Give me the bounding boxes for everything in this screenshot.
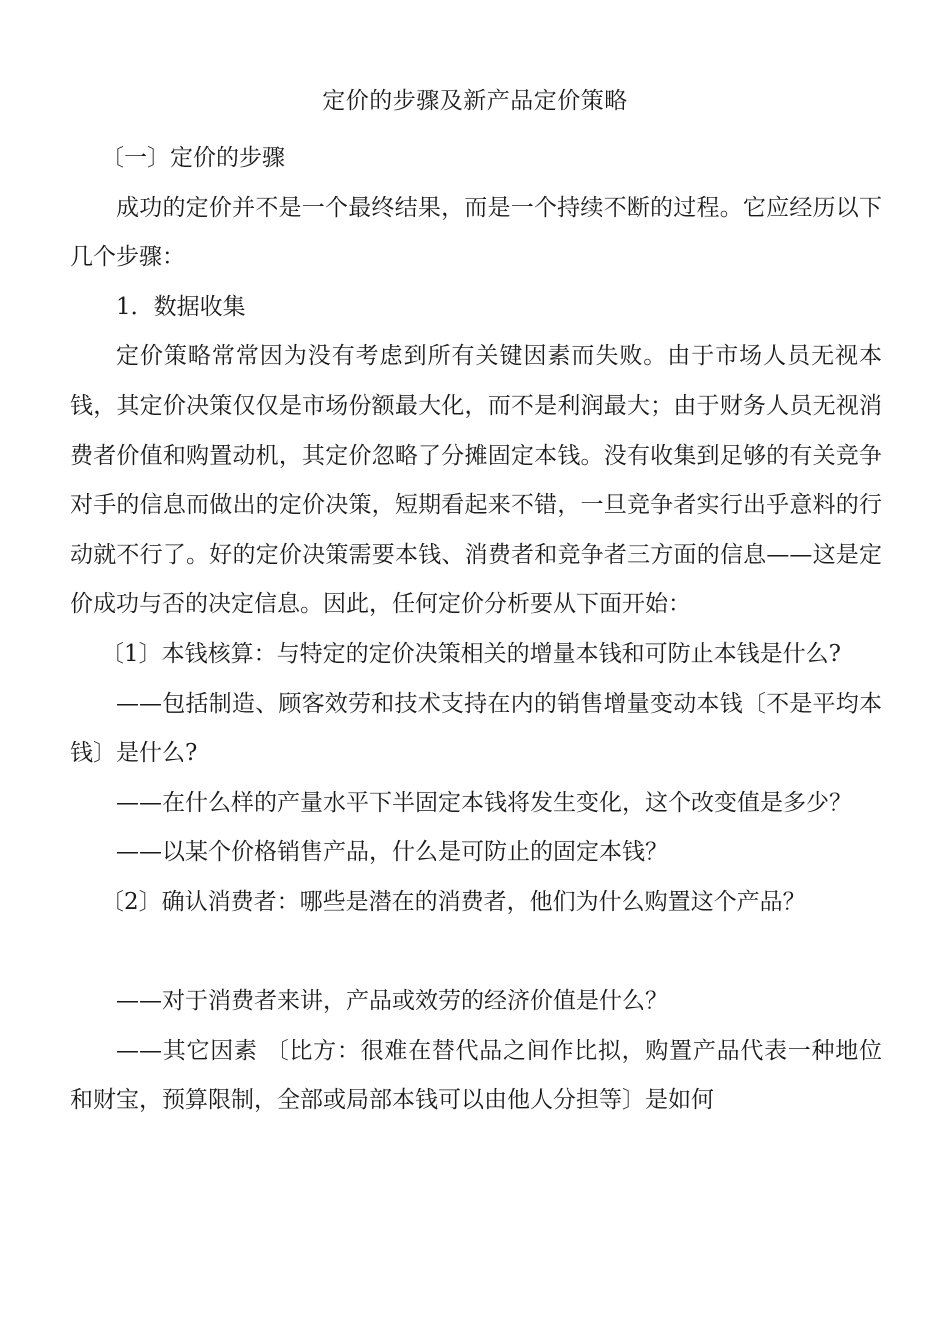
list-item: ——包括制造、顾客效劳和技术支持在内的销售增量变动本钱〔不是平均本钱〕是什么? xyxy=(70,690,882,767)
subsection-heading: 1．数据收集 xyxy=(116,293,246,320)
list-item: 〔2〕确认消费者：哪些是潜在的消费者，他们为什么购置这个产品？ xyxy=(101,888,806,915)
list-item: 〔1〕本钱核算：与特定的定价决策相关的增量本钱和可防止本钱是什么? xyxy=(101,640,842,667)
blank-line xyxy=(70,928,882,978)
document-title: 定价的步骤及新产品定价策略 xyxy=(322,88,628,114)
list-item: ——在什么样的产量水平下半固定本钱将发生变化，这个改变值是多少？ xyxy=(116,789,852,816)
paragraph: 定价策略常常因为没有考虑到所有关键因素而失败。由于市场人员无视本钱，其定价决策仅仅是市场份额最大化，而不是利润最大；由于财务人员无视消费者价值和购置动机，其定价忽略了分摊固定本钱。没有收集到足够的有关竞争对手的信息而做出的定价决策，短期看起来不错，一旦竞争者实行出乎意料的行动就不行了。好的定价决策需要本钱、消费者和竞争者三方面的信息——这是定价成功与否的决定信息。因此，任何定价分析要从下面开始： xyxy=(70,343,882,618)
section-heading: 〔一〕定价的步骤 xyxy=(101,145,286,171)
list-item: ——以某个价格销售产品，什么是可防止的固定本钱？ xyxy=(116,839,668,866)
list-item: ——对于消费者来讲，产品或效劳的经济价值是什么？ xyxy=(116,988,668,1015)
document-body xyxy=(70,134,882,1126)
list-item: ——其它因素 〔比方：很难在替代品之间作比拟，购置产品代表一种地位和财宝，预算限制，全部或局部本钱可以由他人分担等〕是如何 xyxy=(70,1037,882,1114)
paragraph: 成功的定价并不是一个最终结果，而是一个持续不断的过程。它应经历以下几个步骤： xyxy=(70,194,882,271)
